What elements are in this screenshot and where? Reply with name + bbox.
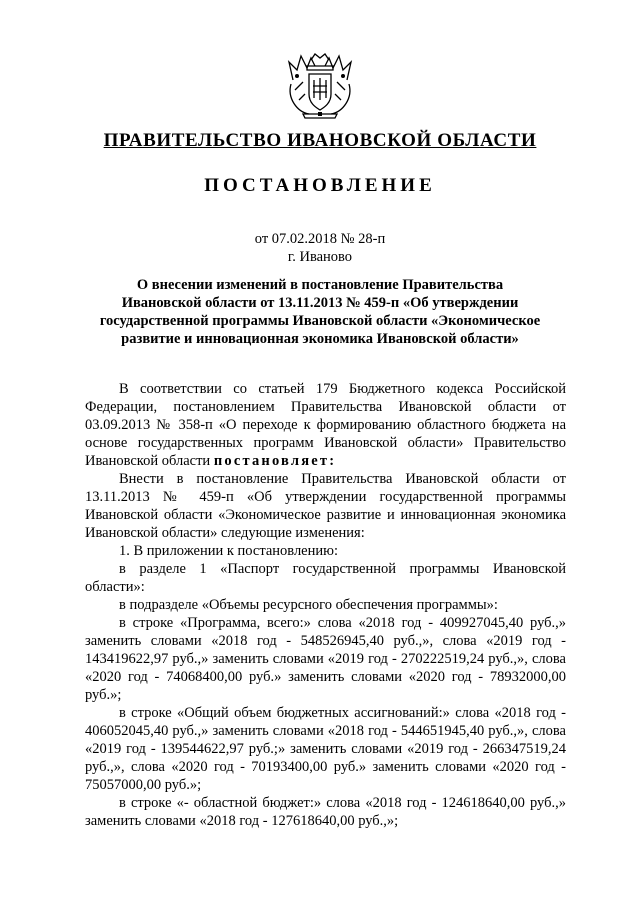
document-body — [85, 380, 566, 830]
subject-line: развитие и инновационная экономика Ивановской области» — [121, 331, 519, 347]
paragraph-program-total: в строке «Программа, всего:» слова «2018 год - 409927045,40 руб.,» заменить словами «2018 год - 548526945,40 руб.,», слова «2019 год - 143419622,97 руб.,» заменить словами «2019 год - 270222519,24 руб.,», слова «2020 год - 74068400,00 руб.» заменить словами «2020 год - 78932000,00 руб.»; — [85, 615, 566, 703]
paragraph-preamble — [85, 380, 566, 470]
subject-line: О внесении изменений в постановление Правительства — [136, 277, 504, 293]
preamble-text: В соответствии со статьей 179 Бюджетного кодекса Российской Федерации, постановлением Правительства Ивановской области от 03.09.2013 № 358-п «О переходе к формированию областного бюджета на основе государственных программ Ивановской области» Правительство Ивановской области — [85, 381, 566, 469]
subject-line: государственной программы Ивановской области «Экономическое — [99, 313, 541, 329]
paragraph-section-1: в разделе 1 «Паспорт государственной программы Ивановской области»: — [85, 561, 566, 595]
paragraph-budget-total: в строке «Общий объем бюджетных ассигнований:» слова «2018 год - 406052045,40 руб.,» заменить словами «2018 год - 544651945,40 руб.,», слова «2019 год - 139544622,97 руб.;» заменить словами «2019 год - 266347519,24 руб.,», слова «2020 год - 70193400,00 руб.» заменить словами «2020 год - 75057000,00 руб.»; — [85, 705, 566, 793]
city: г. Иваново — [287, 249, 353, 265]
paragraph-amend: Внести в постановление Правительства Ивановской области от 13.11.2013 № 459-п «Об утверждении государственной программы Ивановской области «Экономическое развитие и инновационная экономика Ивановской области» следующие изменения: — [85, 471, 566, 541]
government-title: ПРАВИТЕЛЬСТВО ИВАНОВСКОЙ ОБЛАСТИ — [103, 130, 537, 151]
resolves-word: постановляет: — [213, 453, 337, 469]
document-type: ПОСТАНОВЛЕНИЕ — [204, 175, 436, 196]
paragraph-subsection: в подразделе «Объемы ресурсного обеспечения программы»: — [119, 597, 498, 613]
date-number: от 07.02.2018 № 28-п — [254, 231, 386, 247]
decree-subject — [80, 276, 560, 348]
subject-line: Ивановской области от 13.11.2013 № 459-п «Об утверждении — [121, 295, 519, 311]
paragraph-item-1: 1. В приложении к постановлению: — [119, 543, 339, 559]
paragraph-regional-budget: в строке «- областной бюджет:» слова «2018 год - 124618640,00 руб.,» заменить словами «2018 год - 127618640,00 руб.,»; — [85, 795, 566, 829]
coat-of-arms-icon — [285, 50, 355, 120]
